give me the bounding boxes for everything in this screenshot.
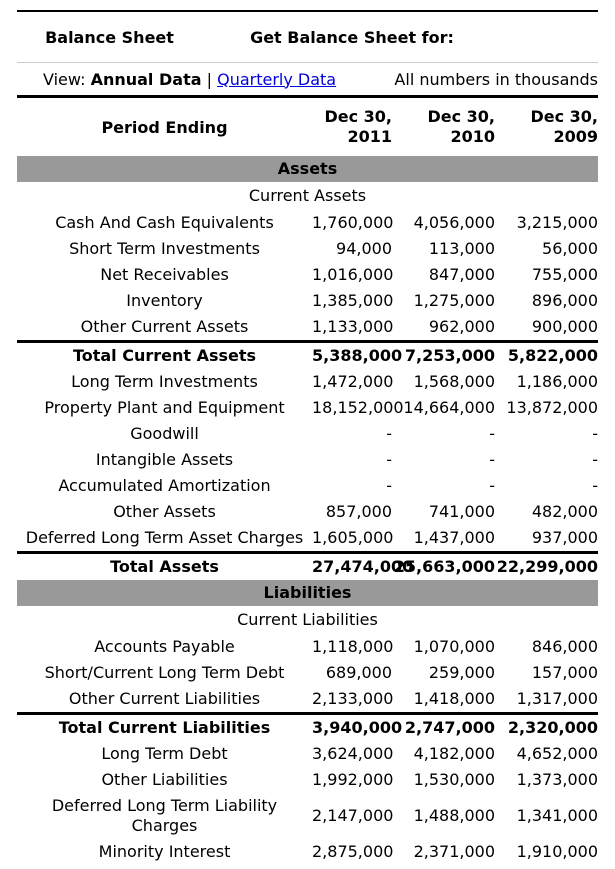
row-label: Deferred Long Term Liability Charges bbox=[51, 796, 278, 835]
table-row bbox=[17, 499, 598, 525]
table-row bbox=[17, 210, 598, 236]
row-value: 113,000 bbox=[428, 239, 495, 258]
row-value: - bbox=[489, 424, 495, 443]
page-title: Balance Sheet bbox=[45, 27, 174, 47]
table-row bbox=[17, 767, 598, 793]
row-value: 1,373,000 bbox=[516, 770, 598, 789]
row-label: Total Current Assets bbox=[17, 342, 312, 370]
row-value: 962,000 bbox=[428, 317, 495, 336]
row-value: 1,488,000 bbox=[413, 806, 495, 825]
table-row bbox=[17, 525, 598, 553]
row-value: 847,000 bbox=[428, 265, 495, 284]
row-label: Long Term Debt bbox=[101, 744, 228, 763]
table-row bbox=[17, 236, 598, 262]
row-value: 2,875,000 bbox=[312, 842, 394, 861]
row-label: Intangible Assets bbox=[95, 450, 234, 469]
row-value: 896,000 bbox=[531, 291, 598, 310]
row-value: 1,910,000 bbox=[516, 842, 598, 861]
total-row bbox=[17, 553, 598, 581]
table-row bbox=[17, 369, 598, 395]
row-value: 94,000 bbox=[336, 239, 392, 258]
row-value: 157,000 bbox=[531, 663, 598, 682]
row-value: 2,320,000 bbox=[495, 714, 598, 742]
row-value: 2,747,000 bbox=[392, 714, 495, 742]
row-value: 1,605,000 bbox=[312, 528, 394, 547]
row-value: 857,000 bbox=[325, 502, 392, 521]
row-value: 1,341,000 bbox=[516, 806, 598, 825]
column-header-2011 bbox=[312, 98, 392, 156]
row-label: Other Current Assets bbox=[80, 317, 249, 336]
row-value: - bbox=[592, 476, 598, 495]
row-value: 5,822,000 bbox=[495, 342, 598, 370]
table-row bbox=[17, 395, 598, 421]
row-value: 13,872,000 bbox=[506, 398, 598, 417]
row-value: 1,186,000 bbox=[516, 372, 598, 391]
row-label: Other Assets bbox=[113, 502, 216, 521]
row-value: 259,000 bbox=[428, 663, 495, 682]
row-value: 2,147,000 bbox=[312, 806, 394, 825]
view-option-quarterly-link[interactable]: Quarterly Data bbox=[217, 69, 337, 89]
units-note: All numbers in thousands bbox=[394, 69, 598, 89]
balance-sheet-page bbox=[0, 10, 615, 865]
row-label: Other Liabilities bbox=[101, 770, 228, 789]
row-label: Long Term Investments bbox=[71, 372, 258, 391]
column-header-date-line: Dec 30, bbox=[427, 107, 495, 126]
row-label: Net Receivables bbox=[100, 265, 229, 284]
row-value: - bbox=[489, 450, 495, 469]
row-value: 1,760,000 bbox=[312, 213, 394, 232]
table-row bbox=[17, 660, 598, 686]
row-value: 7,253,000 bbox=[392, 342, 495, 370]
section-header-row bbox=[17, 580, 598, 606]
row-value: 937,000 bbox=[531, 528, 598, 547]
view-option-separator: | bbox=[206, 69, 212, 89]
row-value: 689,000 bbox=[325, 663, 392, 682]
table-row bbox=[17, 634, 598, 660]
table-row bbox=[17, 839, 598, 865]
column-header-year-line: 2009 bbox=[553, 127, 598, 146]
row-value: 1,437,000 bbox=[413, 528, 495, 547]
column-header-2010 bbox=[392, 98, 495, 156]
subsection-row bbox=[17, 606, 598, 634]
row-value: 2,371,000 bbox=[413, 842, 495, 861]
total-row bbox=[17, 714, 598, 742]
total-row bbox=[17, 342, 598, 370]
subsection-row bbox=[17, 182, 598, 210]
row-value: 3,624,000 bbox=[312, 744, 394, 763]
row-value: 482,000 bbox=[531, 502, 598, 521]
row-value: 1,992,000 bbox=[312, 770, 394, 789]
table-row bbox=[17, 314, 598, 342]
row-value: - bbox=[592, 424, 598, 443]
row-value: 1,385,000 bbox=[312, 291, 394, 310]
table-body bbox=[17, 156, 598, 865]
table-row bbox=[17, 686, 598, 714]
row-label: Inventory bbox=[126, 291, 203, 310]
row-value: 22,299,000 bbox=[495, 553, 598, 581]
row-value: - bbox=[386, 450, 392, 469]
row-value: 1,275,000 bbox=[413, 291, 495, 310]
view-option-annual: Annual Data bbox=[90, 69, 202, 89]
row-value: - bbox=[386, 424, 392, 443]
row-value: 900,000 bbox=[531, 317, 598, 336]
row-value: 4,652,000 bbox=[516, 744, 598, 763]
table-header bbox=[17, 98, 598, 156]
table-row bbox=[17, 421, 598, 447]
row-value: - bbox=[386, 476, 392, 495]
row-value: - bbox=[592, 450, 598, 469]
row-value: 18,152,000 bbox=[312, 398, 404, 417]
row-value: 1,418,000 bbox=[413, 689, 495, 708]
row-label: Accounts Payable bbox=[94, 637, 235, 656]
row-value: 1,070,000 bbox=[413, 637, 495, 656]
row-value: 14,664,000 bbox=[403, 398, 495, 417]
table-row bbox=[17, 793, 598, 839]
row-label: Liabilities bbox=[17, 580, 598, 606]
row-value: 27,474,000 bbox=[312, 553, 392, 581]
row-label: Current Liabilities bbox=[237, 610, 378, 629]
row-label: Goodwill bbox=[130, 424, 199, 443]
row-value: 1,118,000 bbox=[312, 637, 394, 656]
row-label: Minority Interest bbox=[98, 842, 231, 861]
row-value: 3,215,000 bbox=[516, 213, 598, 232]
row-value: 1,472,000 bbox=[312, 372, 394, 391]
row-label: Cash And Cash Equivalents bbox=[55, 213, 274, 232]
table-row bbox=[17, 262, 598, 288]
balance-sheet-table bbox=[17, 98, 598, 865]
view-label: View: bbox=[43, 69, 86, 89]
title-bar bbox=[17, 12, 598, 62]
row-label: Property Plant and Equipment bbox=[44, 398, 285, 417]
column-header-year-line: 2011 bbox=[347, 127, 392, 146]
row-label: Short/Current Long Term Debt bbox=[44, 663, 285, 682]
row-value: 1,016,000 bbox=[312, 265, 394, 284]
row-value: 4,056,000 bbox=[413, 213, 495, 232]
table-row bbox=[17, 741, 598, 767]
period-ending-header: Period Ending bbox=[101, 117, 228, 137]
row-label: Short Term Investments bbox=[69, 239, 260, 258]
section-header-row bbox=[17, 156, 598, 182]
row-label: Accumulated Amortization bbox=[58, 476, 271, 495]
row-value: 1,133,000 bbox=[312, 317, 394, 336]
row-value: 2,133,000 bbox=[312, 689, 394, 708]
row-label: Total Current Liabilities bbox=[17, 714, 312, 742]
column-header-2009 bbox=[495, 98, 598, 156]
row-value: 4,182,000 bbox=[413, 744, 495, 763]
row-label: Assets bbox=[17, 156, 598, 182]
row-label: Total Assets bbox=[17, 553, 312, 581]
row-value: 5,388,000 bbox=[312, 342, 392, 370]
column-header-year-line: 2010 bbox=[450, 127, 495, 146]
table-row bbox=[17, 447, 598, 473]
row-value: 846,000 bbox=[531, 637, 598, 656]
row-value: 741,000 bbox=[428, 502, 495, 521]
row-value: 755,000 bbox=[531, 265, 598, 284]
row-value: 56,000 bbox=[542, 239, 598, 258]
row-label: Current Assets bbox=[248, 186, 367, 205]
header-row bbox=[17, 98, 598, 156]
row-value: - bbox=[489, 476, 495, 495]
row-label: Deferred Long Term Asset Charges bbox=[25, 528, 304, 547]
row-value: 3,940,000 bbox=[312, 714, 392, 742]
row-value: 1,568,000 bbox=[413, 372, 495, 391]
row-value: 1,317,000 bbox=[516, 689, 598, 708]
table-row bbox=[17, 288, 598, 314]
row-label: Other Current Liabilities bbox=[68, 689, 261, 708]
table-row bbox=[17, 473, 598, 499]
column-header-date-line: Dec 30, bbox=[530, 107, 598, 126]
column-header-date-line: Dec 30, bbox=[324, 107, 392, 126]
view-bar bbox=[17, 63, 598, 95]
view-switcher bbox=[17, 70, 336, 89]
row-value: 25,663,000 bbox=[392, 553, 495, 581]
row-value: 1,530,000 bbox=[413, 770, 495, 789]
get-balance-sheet-label: Get Balance Sheet for: bbox=[250, 27, 454, 47]
